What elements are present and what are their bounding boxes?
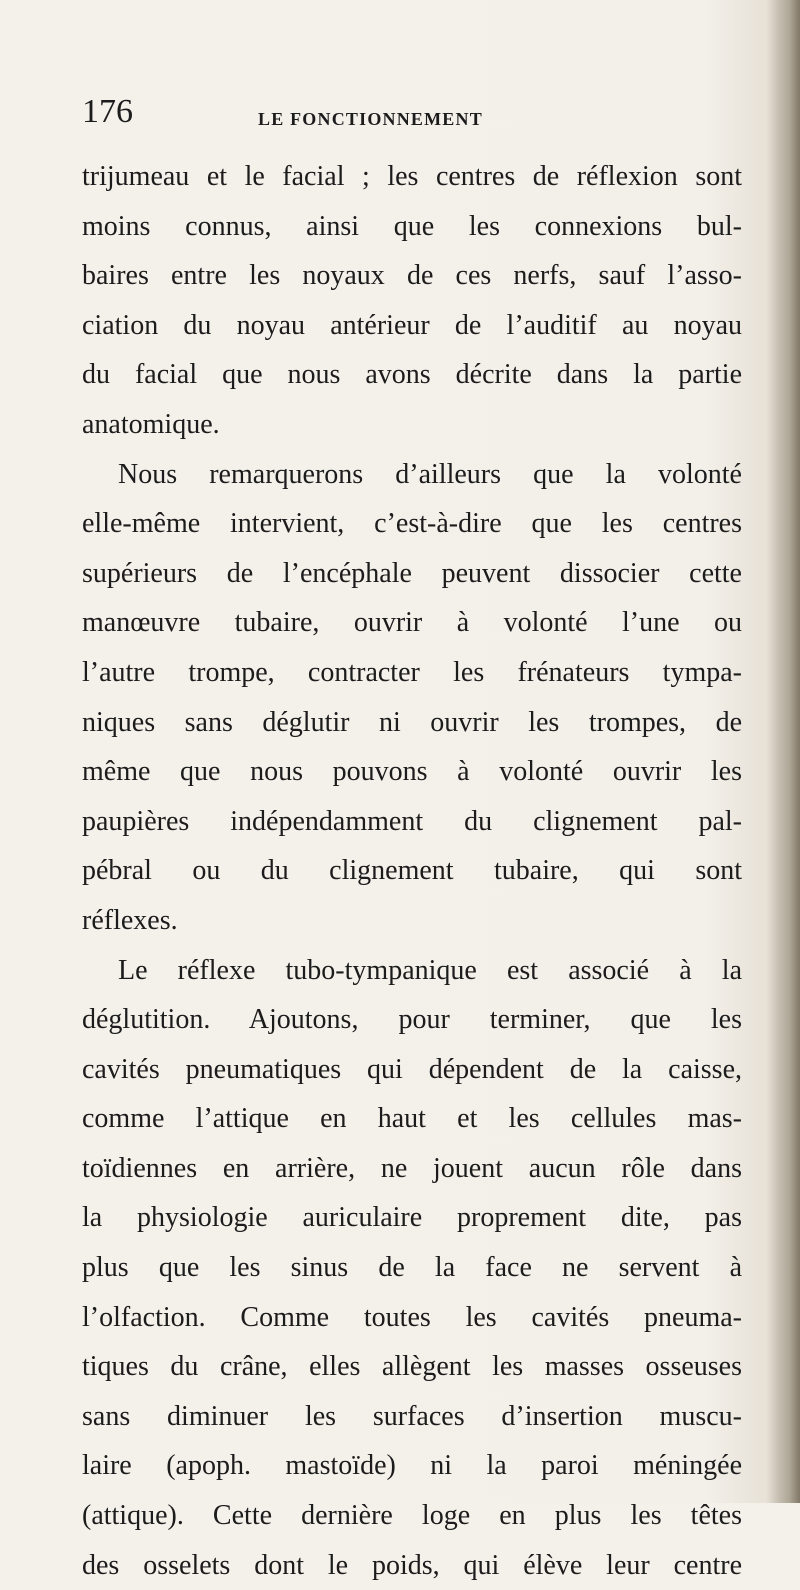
text-line: cavités pneumatiques qui dépendent de la caisse,	[82, 1053, 742, 1085]
body-text	[82, 152, 742, 1590]
running-head: LE FONCTIONNEMENT	[258, 109, 483, 129]
text-line: supérieurs de l’encéphale peuvent dissocier cette	[82, 557, 742, 589]
text-line: plus que les sinus de la face ne servent à	[82, 1252, 742, 1284]
text-line: réflexes.	[82, 904, 178, 936]
text-line: sans diminuer les surfaces d’insertion muscu-	[82, 1400, 742, 1432]
text-line: toïdiennes en arrière, ne jouent aucun rôle dans	[82, 1152, 742, 1184]
text-line: manœuvre tubaire, ouvrir à volonté l’une ou	[82, 607, 742, 639]
text-line: du facial que nous avons décrite dans la partie	[82, 359, 742, 391]
text-line: laire (apoph. mastoïde) ni la paroi méningée	[82, 1450, 742, 1482]
text-line: déglutition. Ajoutons, pour terminer, que les	[82, 1004, 742, 1036]
page-header	[82, 92, 742, 142]
text-line: (attique). Cette dernière loge en plus les têtes	[82, 1500, 742, 1532]
text-line: même que nous pouvons à volonté ouvrir les	[82, 756, 742, 788]
text-line: baires entre les noyaux de ces nerfs, sauf l’asso-	[82, 260, 742, 292]
page-edge-shadow	[766, 0, 800, 1503]
text-line: elle-même intervient, c’est-à-dire que les centres	[82, 508, 742, 540]
text-line: anatomique.	[82, 408, 220, 440]
text-line: des osselets dont le poids, qui élève leur centre	[82, 1549, 742, 1581]
text-line: trijumeau et le facial ; les centres de réflexion sont	[82, 161, 742, 192]
text-line: Nous remarquerons d’ailleurs que la volonté	[118, 458, 742, 490]
text-line: l’autre trompe, contracter les frénateurs tympa-	[82, 656, 742, 688]
text-line: moins connus, ainsi que les connexions bul-	[82, 210, 742, 242]
text-line: l’olfaction. Comme toutes les cavités pneuma-	[82, 1301, 742, 1333]
text-line: comme l’attique en haut et les cellules mas-	[82, 1103, 742, 1135]
text-line: Le réflexe tubo-tympanique est associé à la	[118, 954, 742, 986]
text-line: la physiologie auriculaire proprement dite, pas	[82, 1202, 742, 1234]
text-line: pébral ou du clignement tubaire, qui sont	[82, 855, 742, 887]
text-line: tiques du crâne, elles allègent les masses osseuses	[82, 1351, 742, 1383]
text-line: ciation du noyau antérieur de l’auditif au noyau	[82, 309, 742, 341]
text-line: niques sans déglutir ni ouvrir les trompes, de	[82, 706, 742, 738]
text-line: paupières indépendamment du clignement pal-	[82, 805, 742, 837]
page-number: 176	[82, 93, 133, 130]
